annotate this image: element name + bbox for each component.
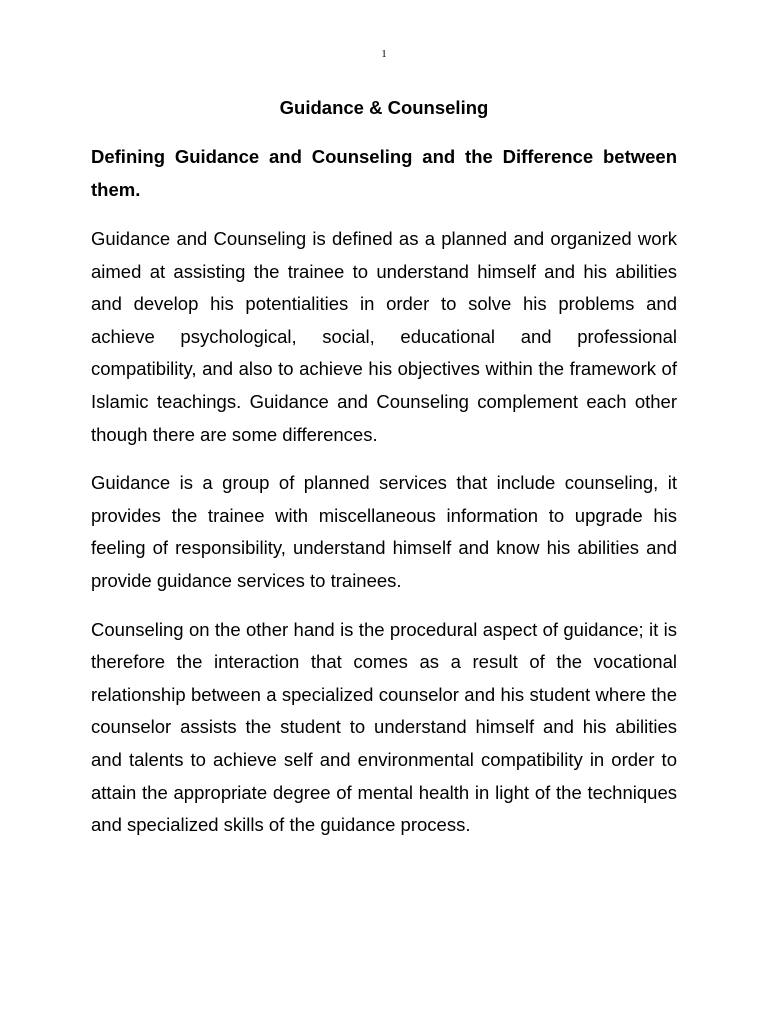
page-content	[91, 92, 677, 842]
paragraph-counseling: Counseling on the other hand is the procedural aspect of guidance; it is therefore the interaction that comes as a result of the vocational relationship between a specialized counselor and his student where the counselor assists the student to understand himself and his abilities and talents to achieve self and environmental compatibility in order to attain the appropriate degree of mental health in light of the techniques and specialized skills of the guidance process.	[91, 618, 677, 836]
paragraph-definition: Guidance and Counseling is defined as a planned and organized work aimed at assisting the trainee to understand himself and his abilities and develop his potentialities in order to solve his problems and achieve psychological, social, educational and professional compatibility, and also to achieve his objectives within the framework of Islamic teachings. Guidance and Counseling complement each other though there are some differences.	[91, 228, 677, 445]
page-number: 1	[381, 48, 387, 60]
paragraph-guidance: Guidance is a group of planned services that include counseling, it provides the trainee with miscellaneous information to upgrade his feeling of responsibility, understand himself and know his abilities and provide guidance services to trainees.	[91, 472, 677, 591]
section-heading: Defining Guidance and Counseling and the Difference between them.	[91, 146, 677, 200]
document-title: Guidance & Counseling	[279, 97, 489, 118]
